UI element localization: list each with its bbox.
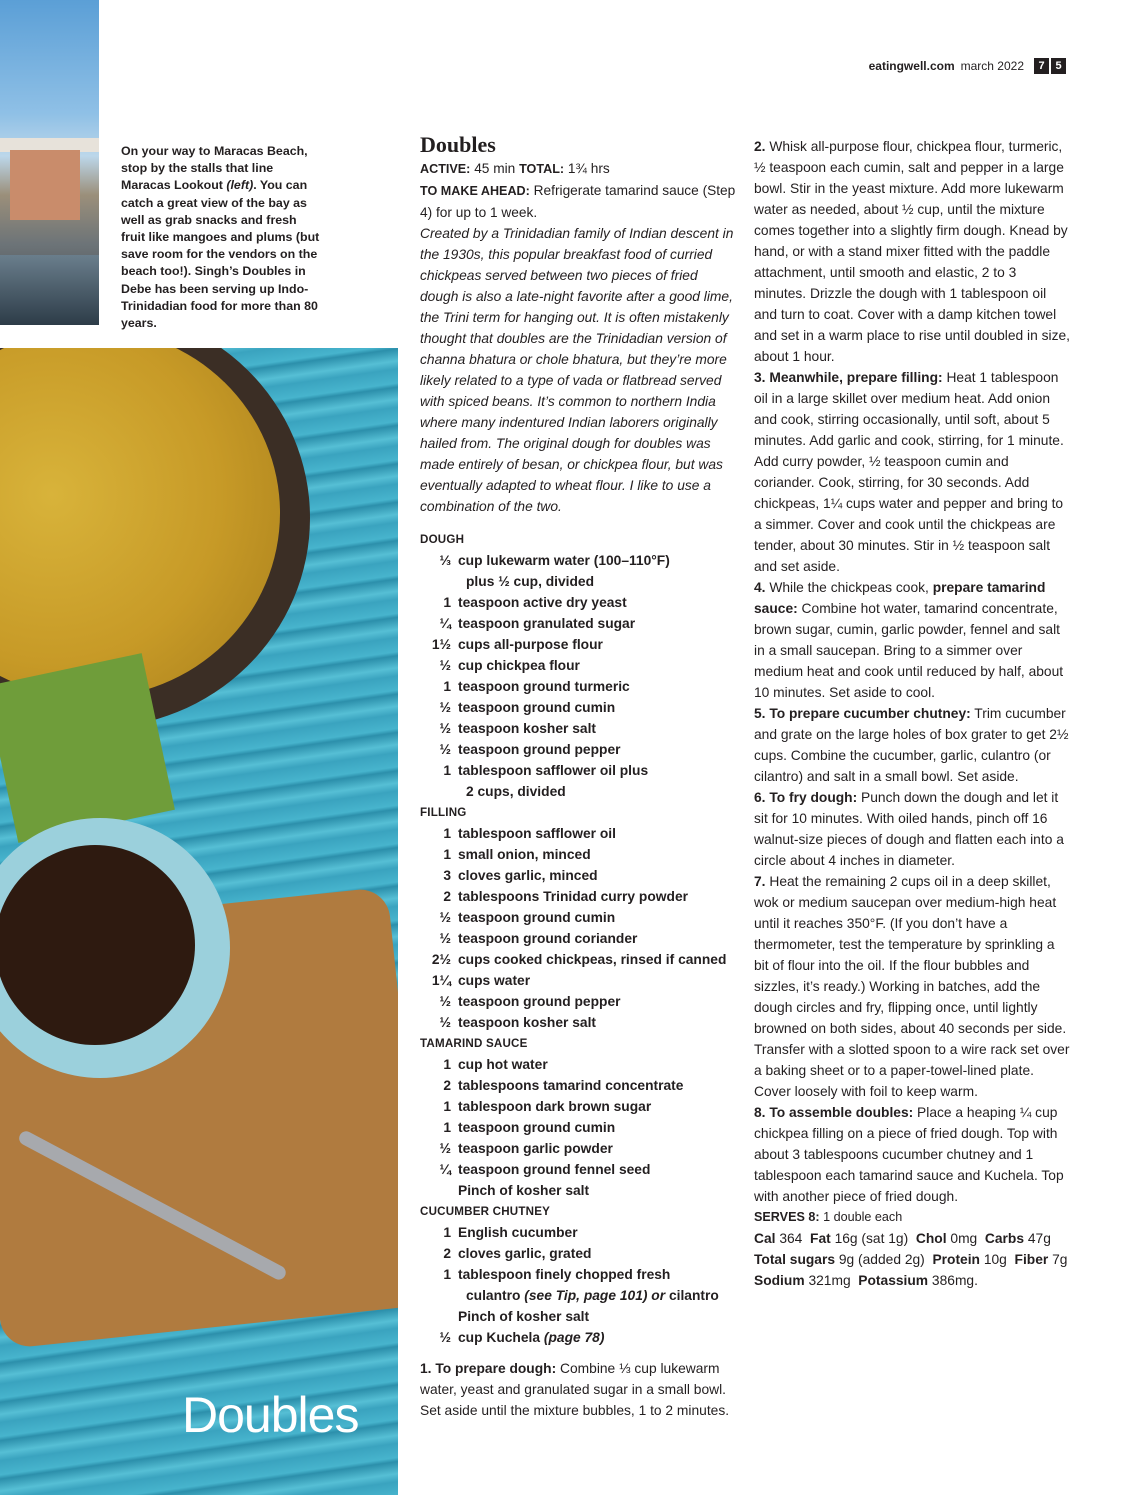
caption-text: On your way to Maracas Beach, stop by the stalls that line Maracas Lookout [121,144,308,193]
ingredient-text: teaspoon ground coriander [458,931,638,946]
ingredient [420,886,738,907]
ingredient-qty: 1 [443,595,451,610]
ingredient-text: tablespoon safflower oil [458,826,616,841]
section-heading: FILLING [420,806,467,819]
step-text: Heat the remaining 2 cups oil in a deep skillet, wok or medium saucepan over medium-high heat until it reaches 350°F. (If you don’t have a thermometer, test the temperature by sprinkling a bit of flour into the oil. If the flour bubbles and sizzles, it’s ready.) Working in batches, add the dough circles and fry, flipping once, until lightly browned on both sides, about 40 seconds per side. Transfer with a slotted spoon to a wire rack set over a baking sheet or to a paper-towel-lined plate. Cover loosely with foil to keep warm. [754,874,1070,1099]
make-ahead-label: TO MAKE AHEAD: [420,184,530,198]
ingredient-qty: ½ [439,1015,451,1030]
step-text: Place a heaping ¼ cup chickpea filling on a piece of fried dough. Top with about 3 tablespoons cucumber chutney and 1 tablespoon each tamarind sauce and Kuchela. Top with another piece of fried dough. [754,1105,1064,1204]
ingredient [420,634,738,655]
step-label: 4. [754,580,766,595]
ingredient-qty: 2 [443,1246,451,1261]
step-2 [754,136,1070,367]
ingredient-qty: 1 [443,1225,451,1240]
ingredient-text: tablespoons Trinidad curry powder [458,889,688,904]
ingredient-text: cup Kuchela [458,1330,544,1345]
ingredient-text: cloves garlic, grated [458,1246,592,1261]
ingredient-qty: ½ [439,742,451,757]
ingredient-text: cup chickpea flour [458,658,580,673]
kuchela-page-ref: (page 78) [543,1330,605,1345]
ingredient-text: teaspoon ground cumin [458,1120,616,1135]
ingredient [420,1180,738,1201]
ingredient-text: cup hot water [458,1057,548,1072]
nutrient-label: Sodium [754,1273,805,1288]
photo-building [10,150,80,220]
ingredient-qty: 1½ [431,637,451,652]
recipe-column-1 [420,132,738,1421]
ingredient-cont [458,1285,738,1306]
ingredient-text: teaspoon ground pepper [458,994,621,1009]
section-heading: DOUGH [420,533,465,546]
ingredient-qty: ½ [439,994,451,1009]
ingredient-text: teaspoon kosher salt [458,1015,597,1030]
nutrient-label: Chol [915,1231,947,1246]
ingredient [420,844,738,865]
ingredient-text: Pinch of kosher salt [458,1309,590,1324]
make-ahead-value: Refrigerate tamarind sauce (Step 4) for up to 1 week. [420,183,736,220]
culantro-tip-ref: (see Tip, page 101) or [524,1288,666,1303]
tamarind-sauce-ingredients [420,1033,738,1201]
ingredient [420,655,738,676]
ingredient [420,613,738,634]
ingredient-text: teaspoon ground cumin [458,910,616,925]
ingredient-cont: 2 cups, divided [466,784,566,799]
doubles-food-photo [0,348,398,1495]
nutrient-label: Carbs [984,1231,1025,1246]
step-3 [754,367,1070,577]
caption-text-rest: . You can catch a great view of the bay as well as grab snacks and fresh fruit like mangoes and plums (but save room for the vendors on the beach too!). Singh’s Doubles in Debe has been serving up Indo-Trinidadian food for more than 80 years. [121,178,320,331]
ingredient [420,1222,738,1243]
section-heading: TAMARIND SAUCE [420,1037,528,1050]
ingredient-text: teaspoon garlic powder [458,1141,613,1156]
nutrient-value: 364 [779,1231,803,1246]
photo-title-overlay: Doubles [182,1387,359,1443]
ingredient-qty: 1 [443,1120,451,1135]
ingredient-text: cups cooked chickpeas, rinsed if canned [458,952,727,967]
ingredient-text: English cucumber [458,1225,578,1240]
ingredient-qty: ½ [439,1141,451,1156]
step-text: Combine ⅓ cup lukewarm water, yeast and granulated sugar in a small bowl. Set aside until the mixture bubbles, 1 to 2 minutes. [420,1361,730,1418]
recipe-times [420,158,738,180]
ingredient-qty: 1 [443,826,451,841]
ingredient-qty: ½ [439,700,451,715]
ingredient [420,1138,738,1159]
ingredient [420,1012,738,1033]
ingredient [420,676,738,697]
filling-ingredients [420,802,738,1033]
active-label: ACTIVE: [420,162,471,176]
ingredient [420,1243,738,1264]
ingredient-text: teaspoon ground cumin [458,700,616,715]
step-label: 1. To prepare dough: [420,1361,557,1376]
active-value: 45 min [474,161,516,176]
ingredient-text: tablespoon safflower oil plus [458,763,649,778]
ingredient [420,1159,738,1180]
step-5 [754,703,1070,787]
step-text-rest: Combine hot water, tamarind concentrate, brown sugar, cumin, garlic powder, fennel and salt in a small saucepan. Bring to a simmer over medium heat and cook until reduced by half, about 10 minutes. Set aside to cool. [754,601,1064,700]
recipe-intro: Created by a Trinidadian family of Indian descent in the 1930s, this popular breakfast food of curried chickpeas served between two pieces of fried dough is also a late-night favorite after a good lime, the Trini term for hanging out. It is often mistakenly thought that doubles are the Trinidadian version of channa bhatura or chole bhatura, but they’re more likely related to a type of vada or flatbread served with spiced beans. It’s common to northern India where many indentured Indian laborers originally hailed from. The original dough for doubles was made entirely of besan, or chickpea flour, but was eventually adapted to wheat flour. I like to use a combination of the two. [420,226,734,514]
ingredient-text: teaspoon kosher salt [458,721,597,736]
photo-caption [121,143,321,332]
step-4 [754,577,1070,703]
ingredient [420,739,738,760]
ingredient [420,1054,738,1075]
ingredient-qty: 1 [443,763,451,778]
ingredient-text: teaspoon ground pepper [458,742,621,757]
caption-emphasis: (left) [226,178,254,193]
nutrient-value: 10g [983,1252,1007,1267]
nutrient-value: 0mg [950,1231,978,1246]
ingredient-qty: ¼ [439,1162,451,1177]
step-text: Whisk all-purpose flour, chickpea flour, turmeric, ½ teaspoon each cumin, salt and pepper in a large bowl. Stir in the yeast mixture. Add more lukewarm water as needed, about ½ cup, until the mixture comes together into a slightly firm dough. Knead by hand, or with a stand mixer fitted with the paddle attachment, until smooth and elastic, 2 to 3 minutes. Drizzle the dough with 1 tablespoon oil and turn to coat. Cover with a damp kitchen towel and set in a warm place to rise until doubled in size, about 1 hour. [754,139,1070,364]
cilantro-text: cilantro [665,1288,719,1303]
nutrient-label: Protein [932,1252,980,1267]
step-label: 8. To assemble doubles: [754,1105,914,1120]
step-label: 2. [754,139,766,154]
ingredient-text: cups all-purpose flour [458,637,603,652]
nutrient-value: 47g [1027,1231,1051,1246]
ingredient [420,760,738,802]
maracas-lookout-photo [0,0,99,325]
ingredient-qty: 1 [443,847,451,862]
step-text: Heat 1 tablespoon oil in a large skillet over medium heat. Add onion and cook, stirring occasionally, until soft, about 5 minutes. Add garlic and cook, stirring, for 1 minute. Add curry powder, ½ teaspoon cumin and coriander. Cook, stirring, for 30 seconds. Add chickpeas, 1¼ cups water and pepper and bring to a simmer. Cover and cook until the chickpeas are tender, about 30 minutes. Stir in ½ teaspoon salt and set aside. [754,370,1064,574]
ingredient [420,970,738,991]
ingredient-qty: 2 [443,889,451,904]
nutrient-label: Fiber [1014,1252,1049,1267]
ingredient [420,823,738,844]
ingredient-text: cups water [458,973,531,988]
recipe-column-2 [754,136,1070,1291]
ingredient-text: tablespoons tamarind concentrate [458,1078,684,1093]
ingredient [420,592,738,613]
page-number [1034,58,1066,74]
ingredient-qty: ⅓ [439,553,451,568]
step-7 [754,871,1070,1102]
step-6 [754,787,1070,871]
serves-value: 1 double each [823,1210,903,1224]
cucumber-chutney-ingredients [420,1201,738,1348]
ingredient-text: Pinch of kosher salt [458,1183,590,1198]
ingredient-text: teaspoon active dry yeast [458,595,627,610]
total-value: 1¾ hrs [567,161,610,176]
section-heading: CUCUMBER CHUTNEY [420,1205,551,1218]
nutrient-value: 321mg [808,1273,851,1288]
ingredient-qty [420,1306,458,1327]
ingredient-qty: 2 [443,1078,451,1093]
nutrient-label: Potassium [858,1273,929,1288]
dough-ingredients [420,529,738,802]
ingredient [420,865,738,886]
nutrient-value: 9g (added 2g) [838,1252,925,1267]
page-header [869,58,1066,74]
total-label: TOTAL: [519,162,565,176]
ingredient [420,550,738,592]
ingredient [420,949,738,970]
tamarind-sauce [0,845,195,1045]
step-text: Punch down the dough and let it sit for 10 minutes. With oiled hands, pinch off 16 walnut-size pieces of dough and flatten each into a circle about 4 inches in diameter. [754,790,1064,868]
ingredient-qty: 2½ [431,952,451,967]
ingredient [420,1096,738,1117]
step-8 [754,1102,1070,1207]
ingredient [420,1117,738,1138]
ingredient-text: tablespoon finely chopped fresh [458,1267,671,1282]
nutrient-value: 386mg. [931,1273,978,1288]
ingredient-qty: 1 [443,1267,451,1282]
ingredient-text: teaspoon ground turmeric [458,679,630,694]
page-digit: 7 [1034,58,1049,74]
ingredient-qty: ½ [439,721,451,736]
recipe-title: Doubles [420,132,496,157]
step-sublabel: prepare tamarind sauce: [754,580,1046,616]
photo-cars [0,255,99,325]
step-text: While the chickpeas cook, [765,580,933,595]
ingredient [420,697,738,718]
ingredient-qty: 1 [443,679,451,694]
serves-label: SERVES 8: [754,1210,820,1224]
ingredient-qty: ½ [439,931,451,946]
nutrient-label: Fat [810,1231,831,1246]
ingredient [420,907,738,928]
step-label: 3. Meanwhile, prepare filling: [754,370,943,385]
ingredient-qty: ½ [439,658,451,673]
ingredient-text: cloves garlic, minced [458,868,598,883]
ingredient-qty: 3 [443,868,451,883]
ingredient-qty: ½ [439,1330,451,1345]
step-label: 7. [754,874,766,889]
nutrient-label: Cal [754,1231,776,1246]
ingredient-text: cup lukewarm water (100–110°F) [458,553,670,568]
ingredient-text: small onion, minced [458,847,591,862]
ingredient-cont: plus ½ cup, divided [466,574,595,589]
ingredient-qty: 1 [443,1099,451,1114]
nutrient-value: 16g (sat 1g) [834,1231,909,1246]
page-digit: 5 [1051,58,1066,74]
issue-date: march 2022 [960,59,1024,73]
step-1 [420,1358,738,1421]
ingredient [420,1075,738,1096]
make-ahead [420,180,738,223]
ingredient-qty: 1¼ [431,973,451,988]
ingredient-text: teaspoon granulated sugar [458,616,636,631]
ingredient-text: teaspoon ground fennel seed [458,1162,651,1177]
nutrient-label: Total sugars [754,1252,836,1267]
ingredient-qty: 1 [443,1057,451,1072]
ingredient-qty: ¼ [439,616,451,631]
step-label: 5. To prepare cucumber chutney: [754,706,971,721]
ingredient [420,1327,738,1348]
ingredient-qty [420,1180,458,1201]
step-label: 6. To fry dough: [754,790,858,805]
site-name: eatingwell.com [868,59,955,73]
ingredient [420,1306,738,1327]
ingredient [420,928,738,949]
ingredient-qty: ½ [439,910,451,925]
ingredient [420,1264,738,1306]
nutrition-facts [754,1228,1070,1291]
culantro-text: culantro [466,1288,525,1303]
ingredient-text: tablespoon dark brown sugar [458,1099,652,1114]
step-text: Trim cucumber and grate on the large holes of box grater to get 2½ cups. Combine the cucumber, garlic, culantro (or cilantro) and salt in a small bowl. Set aside. [754,706,1069,784]
ingredient [420,718,738,739]
ingredient [420,991,738,1012]
serves [754,1207,1070,1228]
nutrient-value: 7g [1052,1252,1068,1267]
